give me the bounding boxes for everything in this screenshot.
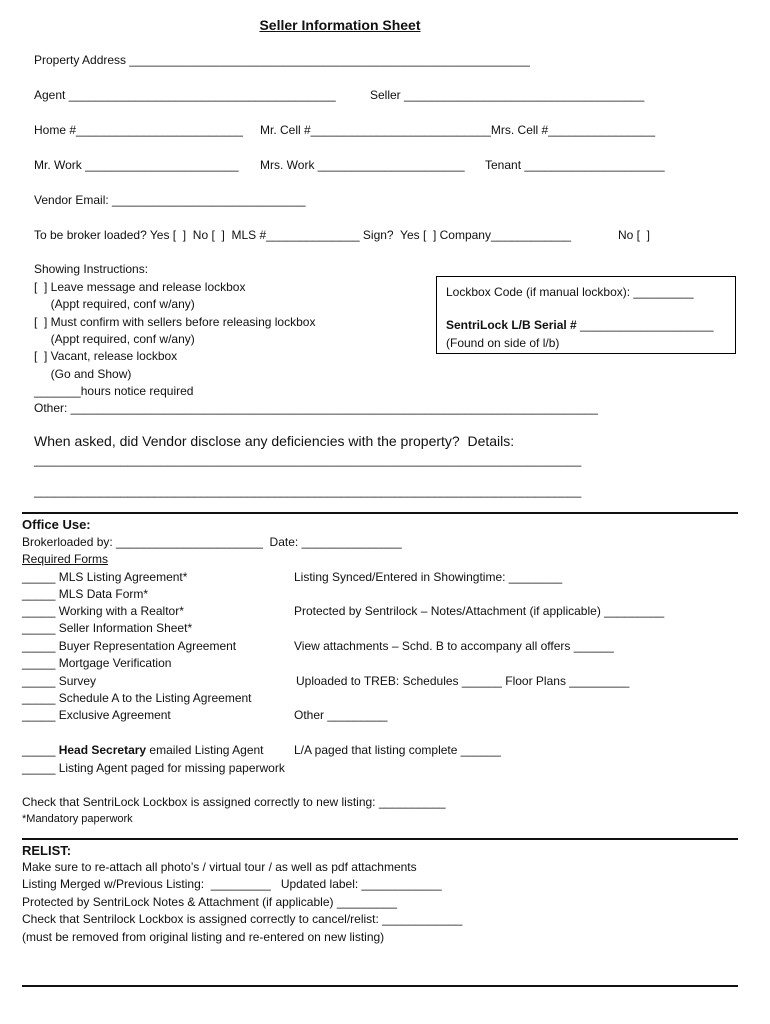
required-form-item[interactable]: _____ Buyer Representation Agreement: [22, 639, 237, 653]
required-form-item[interactable]: _____ Exclusive Agreement: [22, 708, 171, 722]
sentrilock-protected-check[interactable]: Protected by Sentrilock – Notes/Attachment (if applicable) _________: [294, 604, 665, 618]
deficiencies-question: When asked, did Vendor disclose any deficiencies with the property? Details:: [34, 433, 515, 449]
showing-option-leave-message[interactable]: [ ] Leave message and release lockbox: [34, 280, 246, 294]
sentrilock-serial-blank: ____________________: [576, 318, 714, 332]
agent-field[interactable]: Agent ________________________________________: [34, 88, 336, 102]
seller-field[interactable]: Seller ____________________________________: [370, 88, 645, 102]
home-phone-field[interactable]: Home #_________________________: [34, 123, 243, 137]
tenant-field[interactable]: Tenant _____________________: [485, 158, 665, 172]
company-no-checkbox[interactable]: No [ ]: [618, 228, 651, 242]
brokerloaded-by-field[interactable]: Brokerloaded by: ______________________ Date: _______________: [22, 535, 402, 549]
relist-line[interactable]: Protected by SentriLock Notes & Attachment (if applicable) _________: [22, 895, 397, 909]
deficiency-details-line[interactable]: __________________________________________________________________________________: [34, 484, 582, 498]
sentrilock-serial-label: SentriLock L/B Serial #: [446, 318, 577, 332]
page-title: Seller Information Sheet: [259, 17, 421, 33]
office-use-heading: Office Use:: [22, 517, 91, 532]
head-secretary-label: Head Secretary: [58, 743, 147, 757]
required-form-item[interactable]: _____ MLS Listing Agreement*: [22, 570, 188, 584]
relist-line[interactable]: Listing Merged w/Previous Listing: _________ Updated label: ____________: [22, 877, 442, 891]
required-form-item[interactable]: _____ Schedule A to the Listing Agreement: [22, 691, 252, 705]
required-form-item[interactable]: _____ Mortgage Verification: [22, 656, 172, 670]
head-secretary-check[interactable]: [22, 743, 264, 758]
property-address-field[interactable]: Property Address ____________________________________________________________: [34, 53, 530, 67]
view-attachments-check[interactable]: View attachments – Schd. B to accompany all offers ______: [294, 639, 614, 653]
la-paged-check[interactable]: L/A paged that listing complete ______: [294, 743, 501, 757]
found-on-side-note: (Found on side of l/b): [446, 336, 560, 350]
relist-line: Make sure to re-attach all photo’s / virtual tour / as well as pdf attachments: [22, 860, 417, 874]
mr-work-field[interactable]: Mr. Work _______________________: [34, 158, 239, 172]
showing-option-vacant[interactable]: [ ] Vacant, release lockbox: [34, 349, 178, 363]
deficiency-details-line[interactable]: __________________________________________________________________________________: [34, 453, 582, 467]
relist-line: (must be removed from original listing and re-entered on new listing): [22, 930, 385, 944]
head-secretary-rest: emailed Listing Agent: [146, 743, 264, 757]
section-divider: [22, 838, 738, 840]
showing-option-note: (Go and Show): [34, 367, 132, 381]
sentrilock-serial-field[interactable]: [446, 318, 714, 333]
treb-upload-check[interactable]: Uploaded to TREB: Schedules ______ Floor Plans _________: [296, 674, 630, 688]
cell-phone-fields[interactable]: Mr. Cell #___________________________Mrs. Cell #________________: [260, 123, 655, 137]
relist-heading: RELIST:: [22, 843, 72, 858]
showingtime-check[interactable]: Listing Synced/Entered in Showingtime: ________: [294, 570, 563, 584]
required-forms-heading: Required Forms: [22, 552, 109, 566]
other-field[interactable]: Other: _______________________________________________________________________________: [34, 401, 598, 415]
showing-instructions-title: Showing Instructions:: [34, 262, 149, 276]
showing-option-confirm[interactable]: [ ] Must confirm with sellers before releasing lockbox: [34, 315, 316, 329]
required-form-item[interactable]: _____ Survey: [22, 674, 97, 688]
showing-option-note: (Appt required, conf w/any): [34, 297, 195, 311]
lockbox-code-field[interactable]: Lockbox Code (if manual lockbox): _________: [446, 285, 694, 299]
vendor-email-field[interactable]: Vendor Email: _____________________________: [34, 193, 306, 207]
mandatory-note: *Mandatory paperwork: [22, 813, 133, 825]
required-form-item[interactable]: _____ Working with a Realtor*: [22, 604, 184, 618]
required-form-item[interactable]: _____ Seller Information Sheet*: [22, 621, 193, 635]
relist-line[interactable]: Check that Sentrilock Lockbox is assigned correctly to cancel/relist: ____________: [22, 912, 463, 926]
broker-loaded-line[interactable]: To be broker loaded? Yes [ ] No [ ] MLS #______________ Sign? Yes [ ] Company____________: [34, 228, 572, 242]
bottom-divider: [22, 985, 738, 987]
other-office-check[interactable]: Other _________: [294, 708, 388, 722]
showing-option-note: (Appt required, conf w/any): [34, 332, 195, 346]
required-form-item[interactable]: _____ MLS Data Form*: [22, 587, 149, 601]
hours-notice-field[interactable]: _______hours notice required: [34, 384, 194, 398]
mrs-work-field[interactable]: Mrs. Work ______________________: [260, 158, 465, 172]
listing-agent-paged-check[interactable]: _____ Listing Agent paged for missing paperwork: [22, 761, 285, 775]
check-sentrilock-line[interactable]: Check that SentriLock Lockbox is assigned correctly to new listing: __________: [22, 795, 446, 809]
section-divider: [22, 512, 738, 514]
head-secretary-blank: _____: [22, 743, 59, 757]
